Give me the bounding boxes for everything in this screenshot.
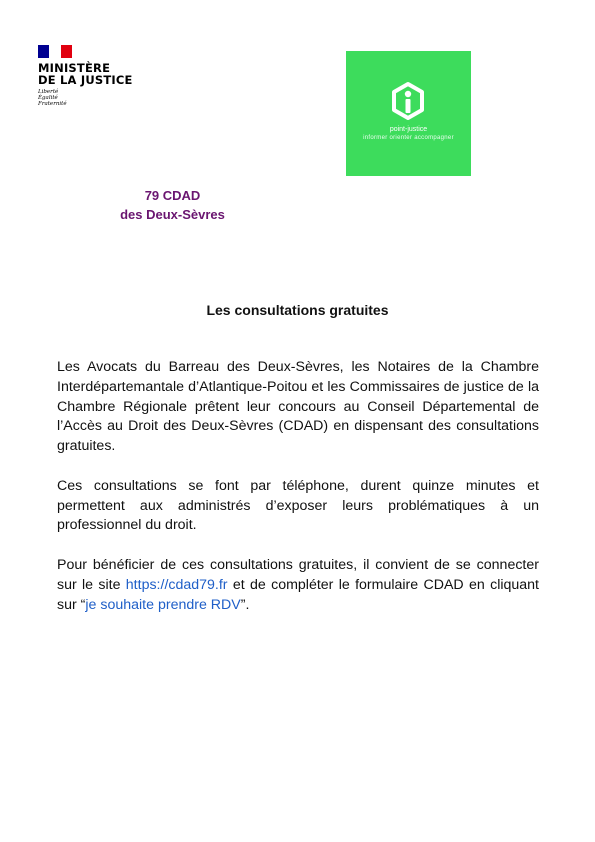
point-justice-icon: [390, 81, 426, 121]
document-heading: Les consultations gratuites: [206, 302, 389, 318]
republic-motto: Liberté Égalité Fraternité: [38, 89, 67, 108]
paragraph-partners: Les Avocats du Barreau des Deux-Sèvres, les Notaires de la Chambre Interdépartemantale d’Atlantique-Poitou et les Commissaires de justice de la Chambre Régionale prêtent leur concours au Conseil Départemental de l’Accès au Droit des Deux-Sèvres (CDAD) en dispensant des consultations gratuites.: [57, 359, 539, 455]
ministere-justice-logo: [38, 45, 148, 108]
cdad-code: 79 CDAD: [144, 188, 201, 203]
document-body: [57, 358, 539, 635]
cdad-title: [100, 186, 245, 224]
french-flag-icon: [38, 45, 72, 58]
paragraph-how-to-book: Pour bénéficier de ces consultations gratuites, il convient de se connecter sur le site https://cdad79.fr et de compléter le formulaire CDAD en cliquant sur “je souhaite prendre RDV”.: [57, 556, 539, 613]
point-justice-name: point-justice: [389, 126, 428, 133]
point-justice-tagline: informer orienter accompagner: [363, 135, 454, 141]
ministry-name: MINISTÈRE DE LA JUSTICE: [38, 61, 133, 87]
cdad-department: des Deux-Sèvres: [120, 207, 225, 222]
cdad-website-link[interactable]: https://cdad79.fr: [125, 576, 228, 593]
point-justice-logo: [346, 51, 471, 176]
book-appointment-link[interactable]: je souhaite prendre RDV: [85, 596, 241, 613]
paragraph-consultation-details: Ces consultations se font par téléphone, durent quinze minutes et permettent aux administrés d’exposer leurs problématiques à un professionnel du droit.: [57, 477, 539, 534]
